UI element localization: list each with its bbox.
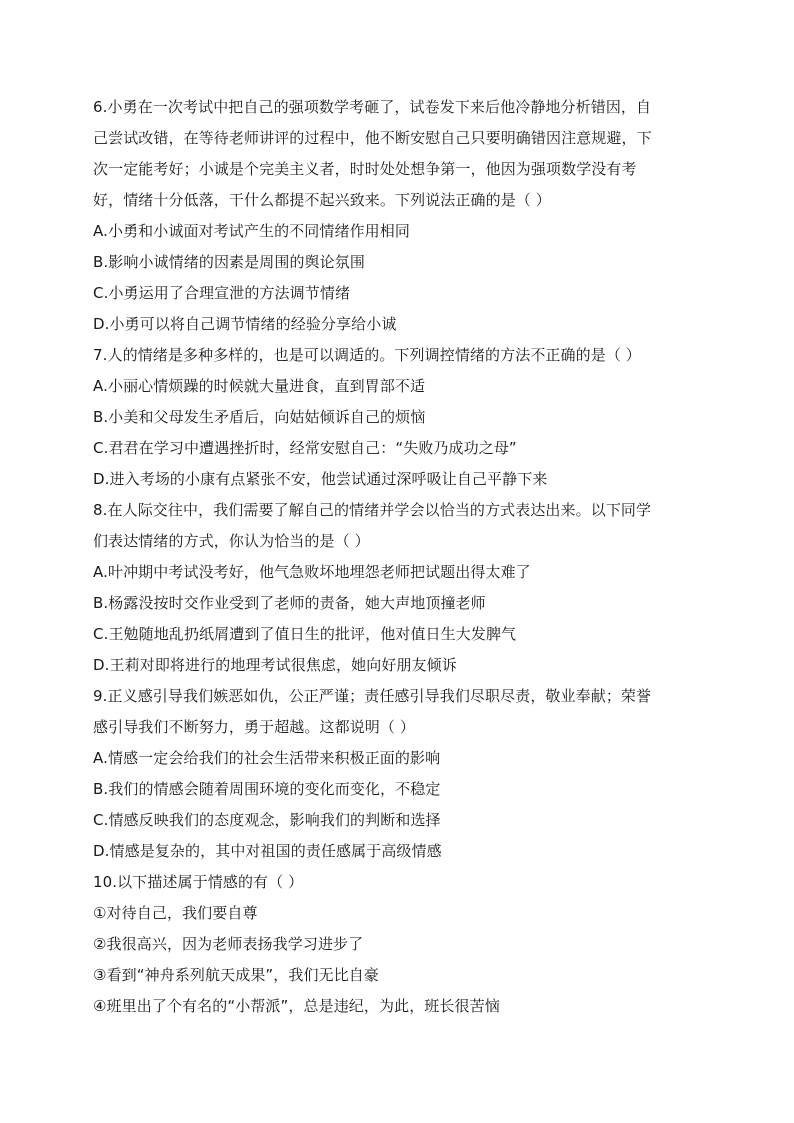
option-a: A.情感一定会给我们的社会生活带来积极正面的影响 <box>93 749 441 767</box>
question-8 <box>93 495 703 681</box>
stem-line: 己尝试改错，在等待老师讲评的过程中，他不断安慰自己只要明确错因注意规避，下 <box>93 129 652 147</box>
question-stem <box>93 495 703 557</box>
option-a: A.叶冲期中考试没考好，他气急败坏地埋怨老师把试题出得太难了 <box>93 563 531 581</box>
stem-line: 7.人的情绪是多种多样的，也是可以调适的。下列调控情绪的方法不正确的是（ ） <box>93 346 641 364</box>
option-a: A.小勇和小诚面对考试产生的不同情绪作用相同 <box>93 222 410 240</box>
option-d: D.情感是复杂的，其中对祖国的责任感属于高级情感 <box>93 842 442 860</box>
question-stem <box>93 681 703 743</box>
stem-line: 感引导我们不断努力，勇于超越。这都说明（ ） <box>93 718 415 736</box>
option-a: A.小丽心情烦躁的时候就大量进食，直到胃部不适 <box>93 377 426 395</box>
stem-line: 好，情绪十分低落，干什么都提不起兴致来。下列说法正确的是（ ） <box>93 191 551 209</box>
option-b: B.杨露没按时交作业受到了老师的责备，她大声地顶撞老师 <box>93 594 486 612</box>
question-6 <box>93 92 703 340</box>
statement-3: ③看到“神舟系列航天成果”，我们无比自豪 <box>93 966 379 984</box>
stem-line: 次一定能考好；小诚是个完美主义者，时时处处想争第一，他因为强项数学没有考 <box>93 160 637 178</box>
statement-4: ④班里出了个有名的“小帮派”，总是违纪，为此，班长很苦恼 <box>93 997 500 1015</box>
option-d: D.王莉对即将进行的地理考试很焦虑，她向好朋友倾诉 <box>93 656 457 674</box>
question-stem <box>93 867 703 898</box>
statement-2: ②我很高兴，因为老师表扬我学习进步了 <box>93 935 364 953</box>
stem-line: 8.在人际交往中，我们需要了解自己的情绪并学会以恰当的方式表达出来。以下同学 <box>93 501 652 519</box>
question-10 <box>93 867 703 1022</box>
option-d: D.进入考场的小康有点紧张不安，他尝试通过深呼吸让自己平静下来 <box>93 470 548 488</box>
question-9 <box>93 681 703 867</box>
stem-line: 6.小勇在一次考试中把自己的强项数学考砸了，试卷发下来后他冷静地分析错因，自 <box>93 98 652 116</box>
statement-1: ①对待自己，我们要自尊 <box>93 904 258 922</box>
question-7 <box>93 340 703 495</box>
option-b: B.影响小诚情绪的因素是周围的舆论氛围 <box>93 253 365 271</box>
stem-line: 10.以下描述属于情感的有（ ） <box>93 873 304 891</box>
question-stem <box>93 92 703 216</box>
option-c: C.小勇运用了合理宣泄的方法调节情绪 <box>93 284 351 302</box>
stem-line: 们表达情绪的方式，你认为恰当的是（ ） <box>93 532 370 550</box>
exam-page <box>93 92 703 1022</box>
question-stem <box>93 340 703 371</box>
option-b: B.我们的情感会随着周围环境的变化而变化，不稳定 <box>93 780 441 798</box>
stem-line: 9.正义感引导我们嫉恶如仇，公正严谨；责任感引导我们尽职尽责，敬业奉献；荣誉 <box>93 687 652 705</box>
option-b: B.小美和父母发生矛盾后，向姑姑倾诉自己的烦恼 <box>93 408 426 426</box>
option-c: C.情感反映我们的态度观念，影响我们的判断和选择 <box>93 811 441 829</box>
option-c: C.君君在学习中遭遇挫折时，经常安慰自己：“失败乃成功之母” <box>93 439 517 457</box>
option-c: C.王勉随地乱扔纸屑遭到了值日生的批评，他对值日生大发脾气 <box>93 625 517 643</box>
option-d: D.小勇可以将自己调节情绪的经验分享给小诚 <box>93 315 397 333</box>
